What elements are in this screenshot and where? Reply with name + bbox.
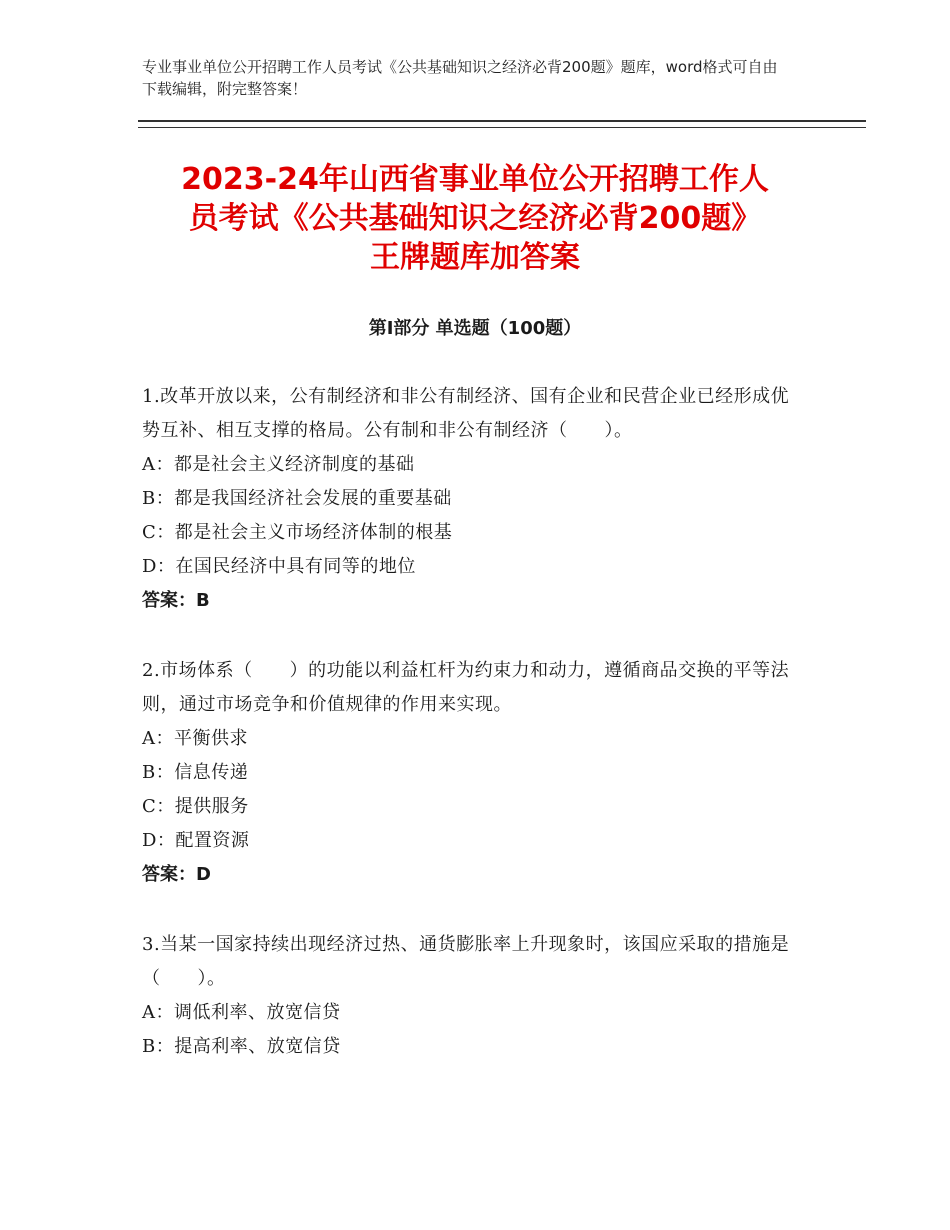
- question-item: [142, 654, 807, 892]
- question-option: B：提高利率、放宽信贷: [142, 1036, 341, 1057]
- question-answer: 答案：B: [142, 590, 210, 611]
- question-list: [142, 380, 807, 1100]
- header-note: 专业事业单位公开招聘工作人员考试《公共基础知识之经济必背200题》题库，word格式可自由下载编辑，附完整答案！: [142, 58, 778, 98]
- section-title: 第Ⅰ部分 单选题（100题）: [368, 318, 582, 339]
- question-option: C：都是社会主义市场经济体制的根基: [142, 522, 453, 543]
- question-item: [142, 928, 807, 1064]
- question-option: B：信息传递: [142, 762, 249, 783]
- question-item: [142, 380, 807, 618]
- question-option: A：调低利率、放宽信贷: [142, 1002, 341, 1023]
- question-stem: 3.当某一国家持续出现经济过热、通货膨胀率上升现象时，该国应采取的措施是（ ）。: [142, 934, 790, 989]
- title-line: 员考试《公共基础知识之经济必背200题》: [188, 201, 762, 236]
- title-line: 2023-24年山西省事业单位公开招聘工作人: [181, 162, 769, 197]
- question-option: A：平衡供求: [142, 728, 248, 749]
- question-option: C：提供服务: [142, 796, 249, 817]
- question-stem: 2.市场体系（ ）的功能以利益杠杆为约束力和动力，遵循商品交换的平等法则，通过市场竞争和价值规律的作用来实现。: [142, 660, 790, 715]
- question-option: D：在国民经济中具有同等的地位: [142, 556, 416, 577]
- question-option: D：配置资源: [142, 830, 250, 851]
- question-answer: 答案：D: [142, 864, 211, 885]
- document-title: [135, 160, 815, 277]
- question-option: A：都是社会主义经济制度的基础: [142, 454, 415, 475]
- question-stem: 1.改革开放以来，公有制经济和非公有制经济、国有企业和民营企业已经形成优势互补、相互支撑的格局。公有制和非公有制经济（ ）。: [142, 386, 790, 441]
- header-divider: [138, 120, 866, 128]
- title-line: 王牌题库加答案: [370, 240, 580, 275]
- question-option: B：都是我国经济社会发展的重要基础: [142, 488, 452, 509]
